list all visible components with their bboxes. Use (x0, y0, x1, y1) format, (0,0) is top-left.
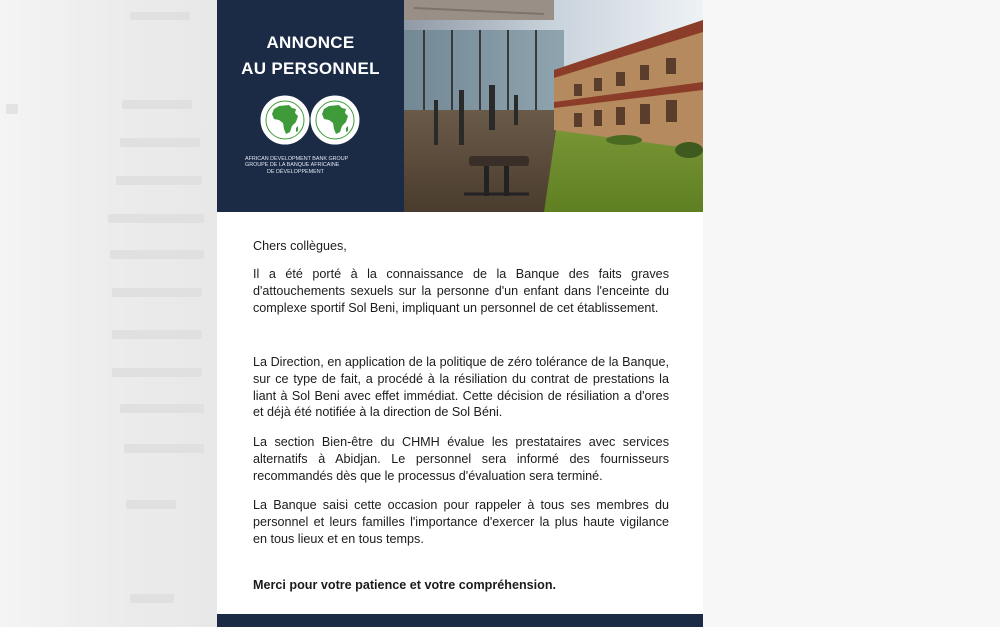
blurred-background-left (0, 0, 217, 627)
footer-bar (217, 614, 703, 627)
paragraph-4: La Banque saisi cette occasion pour rappeler à tous ses membres du personnel et leurs familles l'importance d'exercer la plus haute vigilance en tous lieux et en tous temps. (253, 498, 669, 546)
title-line-2: AU PERSONNEL (241, 59, 380, 78)
africa-logo-icon (259, 92, 369, 148)
org-name-french-2: DE DÉVELOPPEMENT (267, 168, 324, 175)
gym-and-building-photo (404, 0, 703, 212)
announcement-document (217, 0, 703, 627)
paragraph-1: Il a été porté à la connaissance de la Banque des faits graves d'attouchements sexuels sur la personne d'un enfant dans l'enceinte du complexe sportif Sol Beni, impliquant un personnel de cet établissement. (253, 267, 669, 315)
org-name-english: AFRICAN DEVELOPMENT BANK GROUP (245, 156, 349, 162)
title-line-1: ANNONCE (266, 33, 355, 52)
closing-line: Merci pour votre patience et votre compréhension. (253, 578, 557, 592)
org-name-french-1: GROUPE DE LA BANQUE AFRICAINE (245, 162, 340, 169)
banner-title-panel (217, 0, 404, 212)
organization-name (245, 156, 385, 175)
blurred-background-right (703, 0, 1000, 627)
paragraph-3: La section Bien-être du CHMH évalue les prestataires avec services alternatifs à Abidjan. Le personnel sera informé des fournisseurs recommandés dès que le processus d'évaluation sera terminé. (253, 435, 669, 483)
announcement-title (217, 30, 404, 82)
header-banner (217, 0, 703, 212)
afdb-logo (259, 92, 369, 148)
photo-illustration (404, 0, 703, 212)
paragraph-2: La Direction, en application de la politique de zéro tolérance de la Banque, sur ce type de fait, a procédé à la résiliation du contrat de prestations la liant à Sol Beni avec effet immédiat. Cette décision de résiliation a d'ores et déjà été notifiée à la direction de Sol Béni. (253, 355, 669, 420)
letter-greeting: Chers collègues, (253, 239, 347, 253)
